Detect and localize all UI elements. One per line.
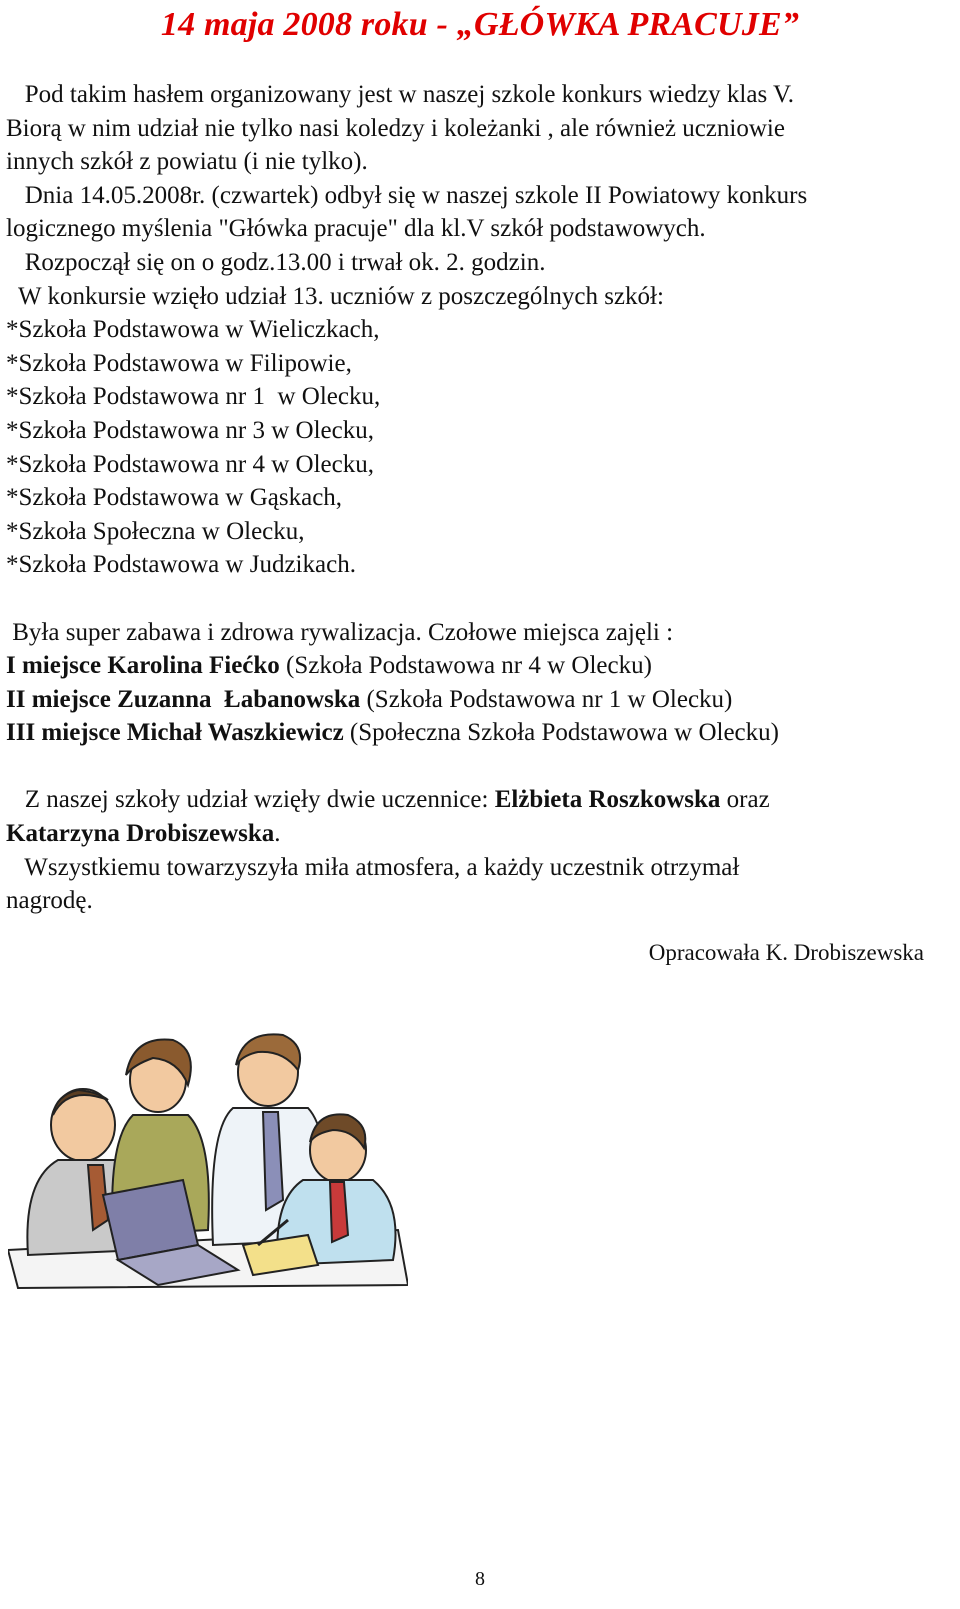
closing-line: Wszystkiemu towarzyszyła miła atmosfera, a każdy uczestnik otrzymał <box>6 853 740 881</box>
school-item: *Szkoła Podstawowa nr 3 w Olecku, <box>6 416 374 444</box>
school-item: *Szkoła Podstawowa w Filipowie, <box>6 349 352 377</box>
page-number: 8 <box>475 1568 485 1590</box>
participants-line <box>6 783 954 817</box>
intro-line: Dnia 14.05.2008r. (czwartek) odbył się w naszej szkole II Powiatowy konkurs <box>6 181 808 209</box>
school-item: *Szkoła Podstawowa w Wieliczkach, <box>6 316 380 344</box>
place-winner: II miejsce Zuzanna Łabanowska <box>6 685 361 713</box>
school-item: *Szkoła Podstawowa nr 4 w Olecku, <box>6 450 374 478</box>
closing-line: nagrodę. <box>6 887 93 915</box>
place-school: (Szkoła Podstawowa nr 4 w Olecku) <box>279 652 652 680</box>
school-item: *Szkoła Podstawowa w Gąskach, <box>6 484 343 512</box>
school-item: *Szkoła Podstawowa w Judzikach. <box>6 551 356 579</box>
place-third <box>6 716 954 750</box>
participants-line <box>6 817 954 851</box>
place-school: (Szkoła Podstawowa nr 1 w Olecku) <box>360 685 733 713</box>
spacer <box>6 582 954 616</box>
intro-line: logicznego myślenia "Główka pracuje" dla kl.V szkół podstawowych. <box>6 215 706 243</box>
participants-text: . <box>274 820 281 848</box>
school-item: *Szkoła Podstawowa nr 1 w Olecku, <box>6 383 381 411</box>
place-school: (Społeczna Szkoła Podstawowa w Olecku) <box>343 719 779 747</box>
place-second <box>6 683 954 717</box>
spacer <box>6 750 954 784</box>
place-winner: III miejsce Michał Waszkiewicz <box>6 719 344 747</box>
intro-line: W konkursie wzięło udział 13. uczniów z poszczególnych szkół: <box>6 282 664 310</box>
participants-text: oraz <box>720 786 770 814</box>
results-intro: Była super zabawa i zdrowa rywalizacja. Czołowe miejsca zajęli : <box>6 618 674 646</box>
intro-line: Rozpoczął się on o godz.13.00 i trwał ok. 2. godzin. <box>6 248 546 276</box>
intro-line: innych szkół z powiatu (i nie tylko). <box>6 148 368 176</box>
people-at-laptop-illustration <box>8 1030 408 1290</box>
participant-name: Katarzyna Drobiszewska <box>6 820 275 848</box>
school-item: *Szkoła Społeczna w Olecku, <box>6 517 305 545</box>
participant-name: Elżbieta Roszkowska <box>494 786 721 814</box>
intro-line: Pod takim hasłem organizowany jest w naszej szkole konkurs wiedzy klas V. <box>6 81 795 108</box>
signature: Opracowała K. Drobiszewska <box>648 940 924 965</box>
page-title: 14 maja 2008 roku - „GŁÓWKA PRACUJE” <box>160 6 800 43</box>
place-first <box>6 649 954 683</box>
intro-line: Biorą w nim udział nie tylko nasi koledzy i koleżanki , ale również uczniowie <box>6 114 785 142</box>
place-winner: I miejsce Karolina Fiećko <box>6 652 280 680</box>
article-body <box>6 78 954 918</box>
participants-text: Z naszej szkoły udział wzięły dwie uczennice: <box>6 786 495 814</box>
